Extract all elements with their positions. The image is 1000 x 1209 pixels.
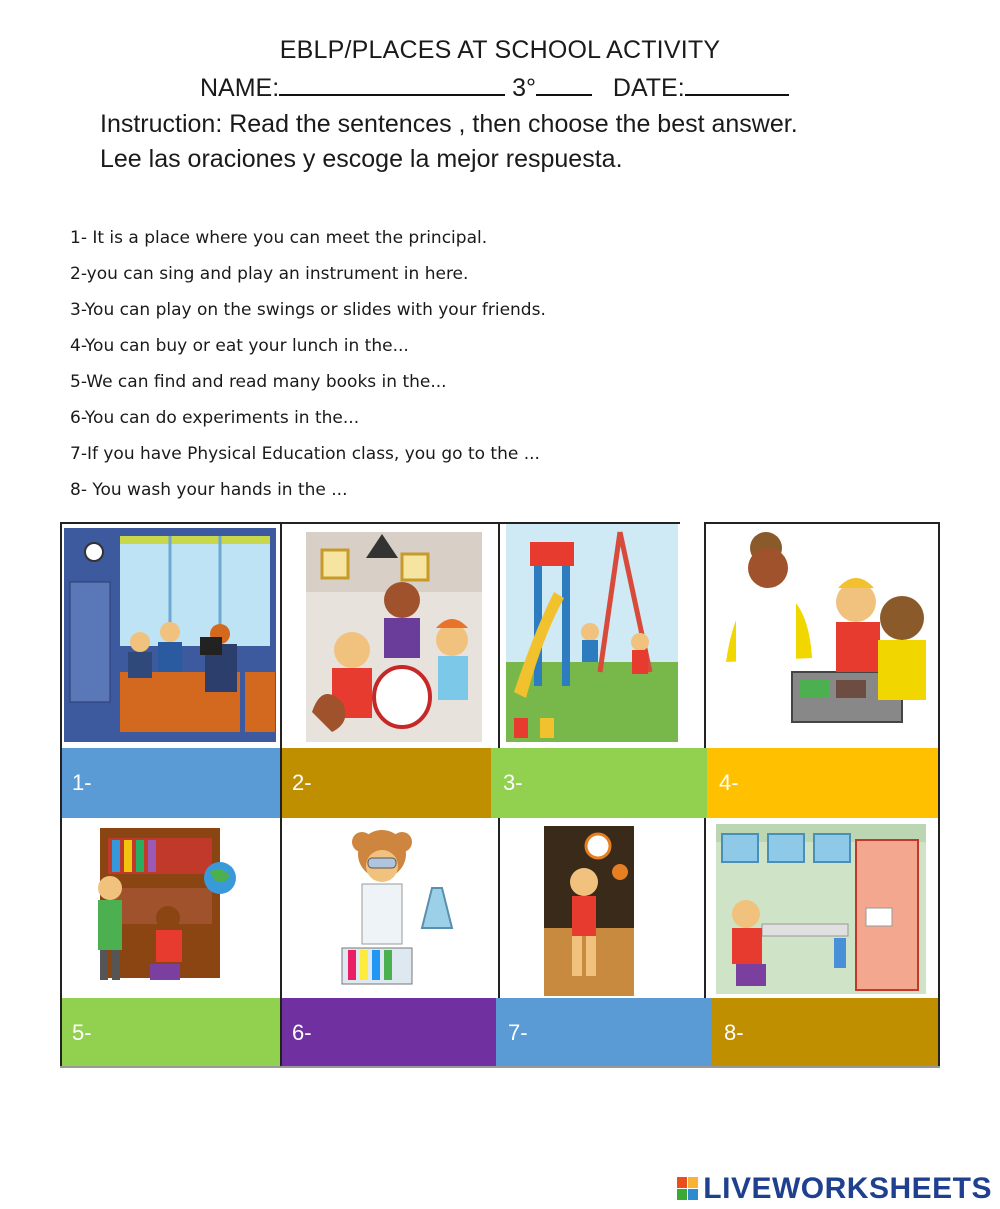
- name-label: NAME:: [200, 74, 280, 102]
- sentence-list: [70, 222, 546, 510]
- science-lab-picture: [282, 818, 498, 998]
- grid-line: [498, 522, 500, 748]
- answer-box-8[interactable]: [712, 998, 940, 1068]
- date-label: DATE:: [612, 74, 685, 102]
- answer-box-4[interactable]: [707, 748, 940, 818]
- answer-box-number: 3-: [503, 770, 523, 795]
- grid-line: [498, 818, 500, 998]
- sentence-item: 6-You can do experiments in the...: [70, 408, 360, 428]
- sentence-item: 2-you can sing and play an instrument in here.: [70, 264, 469, 284]
- sentence-item: 8- You wash your hands in the ...: [70, 480, 348, 500]
- grid-line: [60, 522, 62, 1068]
- answer-box-6[interactable]: [280, 998, 496, 1068]
- grade-blank[interactable]: [536, 72, 592, 96]
- grid-line: [938, 522, 940, 1068]
- answer-box-number: 8-: [724, 1020, 744, 1045]
- library-picture: [60, 818, 280, 998]
- worksheet-title: EBLP/PLACES AT SCHOOL ACTIVITY: [279, 36, 721, 64]
- picture-grid: [60, 522, 940, 1068]
- music-room-picture: [282, 522, 498, 748]
- answer-box-3[interactable]: [491, 748, 707, 818]
- answer-box-number: 7-: [508, 1020, 528, 1045]
- grid-line: [704, 818, 706, 998]
- restroom-picture: [706, 818, 940, 998]
- grid-line: [704, 522, 940, 524]
- answer-box-2[interactable]: [280, 748, 491, 818]
- answer-box-1[interactable]: [60, 748, 280, 818]
- sentence-item: 7-If you have Physical Education class, you go to the ...: [70, 444, 540, 464]
- logo-mark-icon: [677, 1177, 699, 1201]
- playground-picture: [500, 522, 704, 748]
- answer-box-5[interactable]: [60, 998, 280, 1068]
- answer-box-number: 6-: [292, 1020, 312, 1045]
- grid-line: [60, 1066, 940, 1068]
- cafeteria-picture: [706, 522, 940, 748]
- instruction-spanish: Lee las oraciones y escoge la mejor respuesta.: [100, 145, 623, 173]
- instruction-english: Instruction: Read the sentences , then choose the best answer.: [100, 110, 798, 138]
- date-blank[interactable]: [685, 72, 789, 96]
- answer-box-number: 2-: [292, 770, 312, 795]
- gym-picture: [500, 818, 704, 998]
- grade-label: 3°: [512, 74, 537, 102]
- grid-line: [704, 522, 706, 748]
- answer-box-7[interactable]: [496, 998, 712, 1068]
- grid-line: [280, 522, 282, 1068]
- liveworksheets-logo[interactable]: [677, 1172, 992, 1206]
- grid-line: [60, 522, 680, 524]
- principal-office-picture: [60, 522, 280, 748]
- sentence-item: 4-You can buy or eat your lunch in the...: [70, 336, 409, 356]
- logo-text: LIVEWORKSHEETS: [703, 1172, 992, 1205]
- sentence-item: 3-You can play on the swings or slides with your friends.: [70, 300, 546, 320]
- answer-box-number: 1-: [72, 770, 92, 795]
- sentence-item: 5-We can find and read many books in the...: [70, 372, 447, 392]
- sentence-item: 1- It is a place where you can meet the principal.: [70, 228, 488, 248]
- answer-box-number: 4-: [719, 770, 739, 795]
- answer-box-number: 5-: [72, 1020, 92, 1045]
- student-info-line: [200, 72, 789, 103]
- name-blank[interactable]: [279, 72, 505, 96]
